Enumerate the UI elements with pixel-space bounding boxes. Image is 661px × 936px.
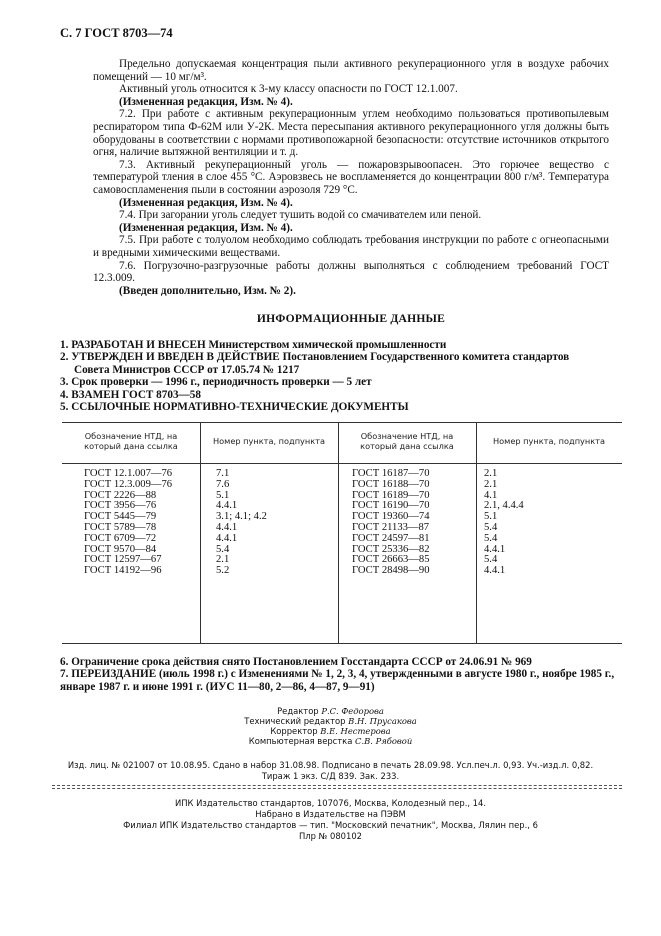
corrector-label: Корректор xyxy=(270,726,318,736)
revision-note: (Измененная редакция, Изм. № 4). xyxy=(119,221,293,234)
corrector-line xyxy=(0,726,661,737)
table-divider xyxy=(476,423,477,643)
table-cell: ГОСТ 2226—88 xyxy=(84,489,157,501)
table-cell: ГОСТ 24597—81 xyxy=(352,532,430,544)
revision-note: (Введен дополнительно, Изм. № 2). xyxy=(119,284,296,297)
dashed-divider xyxy=(52,788,622,789)
info-item: 5. ССЫЛОЧНЫЕ НОРМАТИВНО-ТЕХНИЧЕСКИЕ ДОКУМЕНТЫ xyxy=(60,401,409,414)
tech-editor-label: Технический редактор xyxy=(244,716,346,726)
table-cell: ГОСТ 28498—90 xyxy=(352,565,430,577)
right-doc-column xyxy=(352,469,430,577)
body-paragraph: 7.3. Активный рекуперационный уголь — пожаровзрывоопасен. Это горючее вещество с температурой тления в слое 455 °С. Аэровзвесь не воспламеняется до концентрации 800 г/м³. Температура самовоспламенения пыли в состоянии аэрозоля 729 °С. xyxy=(93,158,609,196)
table-cell: ГОСТ 12.3.009—76 xyxy=(84,478,173,490)
table-cell: 5.4 xyxy=(216,543,230,555)
table-cell: ГОСТ 3956—76 xyxy=(84,500,157,512)
table-cell: 4.4.1 xyxy=(484,543,506,555)
table-cell: 4.1 xyxy=(484,489,498,501)
table-cell: 5.1 xyxy=(484,511,498,523)
tech-editor-line xyxy=(0,716,661,727)
header-left-item: Номер пункта, подпункта xyxy=(213,436,325,446)
references-table xyxy=(62,422,622,644)
right-item-column xyxy=(484,469,524,577)
table-cell: ГОСТ 5445—79 xyxy=(84,511,157,523)
body-paragraph: Предельно допускаемая концентрация пыли активного рекуперационного угля в воздухе рабочих помещений — 10 мг/м³. xyxy=(93,58,609,83)
table-cell: ГОСТ 16190—70 xyxy=(352,500,430,512)
publisher-line-3: Филиал ИПК Издательство стандартов — тип. "Московский печатник", Москва, Лялин пер., 6 xyxy=(123,820,538,830)
layout-name: С.В. Рябовой xyxy=(355,736,413,746)
layout-label: Компьютерная верстка xyxy=(248,736,353,746)
table-cell: 5.1 xyxy=(216,489,230,501)
table-cell: 4.4.1 xyxy=(216,500,238,512)
table-cell: 7.1 xyxy=(216,468,230,479)
publisher-line-4: Плр № 080102 xyxy=(299,831,362,841)
dashed-divider xyxy=(52,785,622,786)
info-list xyxy=(60,339,620,413)
page-header: С. 7 ГОСТ 8703—74 xyxy=(60,26,173,40)
print-info-line-1: Изд. лиц. № 021007 от 10.08.95. Сдано в набор 31.08.98. Подписано в печать 28.09.98. Усл.печ.л. 0,93. Уч.-изд.л. 0,82. xyxy=(67,760,594,770)
table-cell: ГОСТ 25336—82 xyxy=(352,543,430,555)
table-cell: 2.1 xyxy=(216,554,230,566)
header-right-item: Номер пункта, подпункта xyxy=(493,436,605,446)
table-cell: ГОСТ 19360—74 xyxy=(352,511,430,523)
corrector-name: В.Е. Нестерова xyxy=(320,726,391,736)
print-info-line-2: Тираж 1 экз. С/Д 839. Зак. 233. xyxy=(261,771,400,781)
table-cell: ГОСТ 26663—85 xyxy=(352,554,430,566)
table-cell: 4.4.1 xyxy=(216,521,238,533)
info-item: 7. ПЕРЕИЗДАНИЕ (июль 1998 г.) с Изменениями № 1, 2, 3, 4, утвержденными в августе 1980 г., ноябре 1985 г., январе 1987 г. и июне 1991 г. (ИУС 11—80, 2—86, 4—87, 9—91) xyxy=(60,668,615,693)
body-paragraph: 7.4. При загорании уголь следует тушить водой со смачивателем или пеной. xyxy=(119,209,482,222)
left-item-column xyxy=(216,469,267,577)
table-cell: 5.2 xyxy=(216,565,230,577)
info-item: 1. РАЗРАБОТАН И ВНЕСЕН Министерством химической промышленности xyxy=(60,339,447,351)
table-cell: ГОСТ 14192—96 xyxy=(84,565,162,577)
table-cell: 7.6 xyxy=(216,478,230,490)
info-item: 4. ВЗАМЕН ГОСТ 8703—58 xyxy=(60,388,201,401)
info-title: ИНФОРМАЦИОННЫЕ ДАННЫЕ xyxy=(256,312,446,325)
info-tail xyxy=(60,656,640,693)
info-item: 6. Ограничение срока действия снято Постановлением Госстандарта СССР от 24.06.91 № 969 xyxy=(60,656,532,668)
header-left-doc: Обозначение НТД, на который дана ссылка xyxy=(84,431,178,451)
table-cell: 2.1 xyxy=(484,478,498,490)
table-cell: 5.4 xyxy=(484,521,498,533)
revision-note: (Измененная редакция, Изм. № 4). xyxy=(119,196,293,209)
table-cell: 2.1 xyxy=(484,468,498,479)
table-cell: ГОСТ 16188—70 xyxy=(352,478,430,490)
body-paragraph: 7.2. При работе с активным рекуперационным углем необходимо пользоваться противопылевым респиратором типа Ф-62М или У-2К. Места пересыпания активного рекуперационного угля должны быть оборудованы в соответствии с нормами противопожарной безопасности: отсутствие источников открытого огня, наличие вытяжной вентиляции и т. д. xyxy=(93,108,609,159)
table-cell: 4.4.1 xyxy=(484,565,506,577)
table-cell: ГОСТ 6709—72 xyxy=(84,532,157,544)
table-cell: 3.1; 4.1; 4.2 xyxy=(216,511,267,523)
table-cell: ГОСТ 16189—70 xyxy=(352,489,430,501)
table-cell: 5.4 xyxy=(484,554,498,566)
editor-name: Р.С. Федорова xyxy=(321,706,384,716)
table-cell: 2.1, 4.4.4 xyxy=(484,500,524,512)
table-cell: 4.4.1 xyxy=(216,532,238,544)
info-item: Совета Министров СССР от 17.05.74 № 1217 xyxy=(74,363,300,376)
body-paragraph: 7.5. При работе с толуолом необходимо соблюдать требования инструкции по работе с огнеопасными и вредными химическими веществами. xyxy=(93,234,609,259)
table-cell: ГОСТ 21133—87 xyxy=(352,521,430,533)
publisher-line-1: ИПК Издательство стандартов, 107076, Москва, Колодезный пер., 14. xyxy=(174,798,487,808)
table-divider xyxy=(338,423,339,643)
editor-line xyxy=(0,706,661,717)
tech-editor-name: В.Н. Прусакова xyxy=(348,716,417,726)
layout-line xyxy=(0,736,661,747)
header-right-doc: Обозначение НТД, на который дана ссылка xyxy=(360,431,454,451)
publisher-line-2: Набрано в Издательстве на ПЭВМ xyxy=(255,809,406,819)
info-item: 2. УТВЕРЖДЕН И ВВЕДЕН В ДЕЙСТВИЕ Постановлением Государственного комитета стандартов xyxy=(60,351,570,364)
info-item: 3. Срок проверки — 1996 г., периодичность проверки — 5 лет xyxy=(60,376,372,389)
body-paragraph: 7.6. Погрузочно-разгрузочные работы должны выполняться с соблюдением требований ГОСТ 12.3.009. xyxy=(93,259,609,285)
revision-note: (Измененная редакция, Изм. № 4). xyxy=(119,95,293,108)
table-cell: ГОСТ 5789—78 xyxy=(84,521,157,533)
table-cell: ГОСТ 12597—67 xyxy=(84,554,162,566)
table-cell: ГОСТ 9570—84 xyxy=(84,543,157,555)
section-7-text xyxy=(93,58,609,297)
table-cell: 5.4 xyxy=(484,532,498,544)
table-divider xyxy=(200,423,201,643)
left-doc-column xyxy=(84,469,172,577)
body-paragraph: Активный уголь относится к 3-му классу опасности по ГОСТ 12.1.007. xyxy=(119,83,458,96)
table-cell: ГОСТ 16187—70 xyxy=(352,468,430,479)
table-cell: ГОСТ 12.1.007—76 xyxy=(84,468,173,479)
editor-label: Редактор xyxy=(277,706,319,716)
